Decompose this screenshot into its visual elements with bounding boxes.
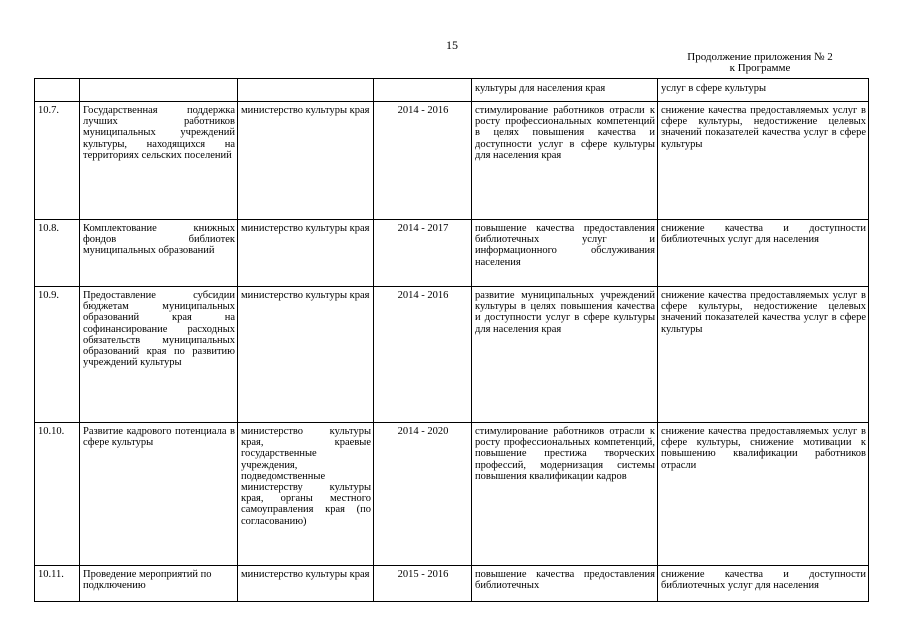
cell-result: стимулирование работников отрасли к росту профессиональных компетенций в целях повышения качества и доступности услуг в сфере культуры для населения края — [472, 102, 658, 220]
cell-num: 10.10. — [35, 423, 80, 566]
continuation-line-2: к Программе — [729, 62, 791, 74]
cell-executor: министерство культуры края — [238, 566, 374, 602]
continuation-header — [660, 52, 860, 74]
cell-risk: снижение качества предоставляемых услуг в сфере культуры, недостижение целевых значений показателей качества услуг в сфере культуры — [658, 287, 869, 423]
cell-period: 2014 - 2017 — [374, 220, 472, 287]
program-activities-table — [34, 78, 869, 602]
cell-result: повышение качества предоставления библиотечных — [472, 566, 658, 602]
cell-num: 10.9. — [35, 287, 80, 423]
cell-name: Развитие кадрового потенциала в сфере культуры — [80, 423, 238, 566]
cell-period: 2014 - 2016 — [374, 102, 472, 220]
table-row — [35, 220, 869, 287]
cell-period: 2014 - 2016 — [374, 287, 472, 423]
cell-name: Проведение мероприятий по подключению — [80, 566, 238, 602]
cell-executor: министерство культуры края — [238, 220, 374, 287]
continuation-line-1: Продолжение приложения № 2 — [687, 51, 833, 63]
cell-result: стимулирование работников отрасли к росту профессиональных компетенций, повышение престижа творческих профессий, модернизация системы повышения квалификации кадров — [472, 423, 658, 566]
table-row — [35, 102, 869, 220]
cell-num: 10.11. — [35, 566, 80, 602]
cell-executor: министерство культуры края — [238, 102, 374, 220]
cell-num — [35, 79, 80, 102]
table-row — [35, 423, 869, 566]
cell-executor — [238, 79, 374, 102]
cell-risk: снижение качества и доступности библиотечных услуг для населения — [658, 566, 869, 602]
cell-name: Комплектование книжных фондов библиотек муниципальных образований — [80, 220, 238, 287]
table-row-continued — [35, 79, 869, 102]
cell-result: культуры для населения края — [472, 79, 658, 102]
cell-num: 10.8. — [35, 220, 80, 287]
cell-period: 2015 - 2016 — [374, 566, 472, 602]
page-number: 15 — [446, 38, 458, 52]
cell-risk: снижение качества и доступности библиотечных услуг для населения — [658, 220, 869, 287]
cell-num: 10.7. — [35, 102, 80, 220]
cell-name — [80, 79, 238, 102]
cell-result: повышение качества предоставления библиотечных услуг и информационного обслуживания населения — [472, 220, 658, 287]
table-row — [35, 566, 869, 602]
cell-name: Государственная поддержка лучших работников муниципальных учреждений культуры, находящихся на территориях сельских поселений — [80, 102, 238, 220]
cell-result: развитие муниципальных учреждений культуры в целях повышения качества и доступности услуг в сфере культуры для населения края — [472, 287, 658, 423]
cell-period — [374, 79, 472, 102]
cell-period: 2014 - 2020 — [374, 423, 472, 566]
cell-risk: снижение качества предоставляемых услуг в сфере культуры, снижение мотивации к повышению квалификации работников отрасли — [658, 423, 869, 566]
cell-executor: министерство культуры края, краевые государственные учреждения, подведомственные министерству культуры края, органы местного самоуправления края (по согласованию) — [238, 423, 374, 566]
cell-name: Предоставление субсидии бюджетам муниципальных образований края на софинансирование расходных обязательств муниципальных образований края по развитию учреждений культуры — [80, 287, 238, 423]
cell-executor: министерство культуры края — [238, 287, 374, 423]
cell-risk: услуг в сфере культуры — [658, 79, 869, 102]
cell-risk: снижение качества предоставляемых услуг в сфере культуры, недостижение целевых значений показателей качества услуг в сфере культуры — [658, 102, 869, 220]
table-row — [35, 287, 869, 423]
